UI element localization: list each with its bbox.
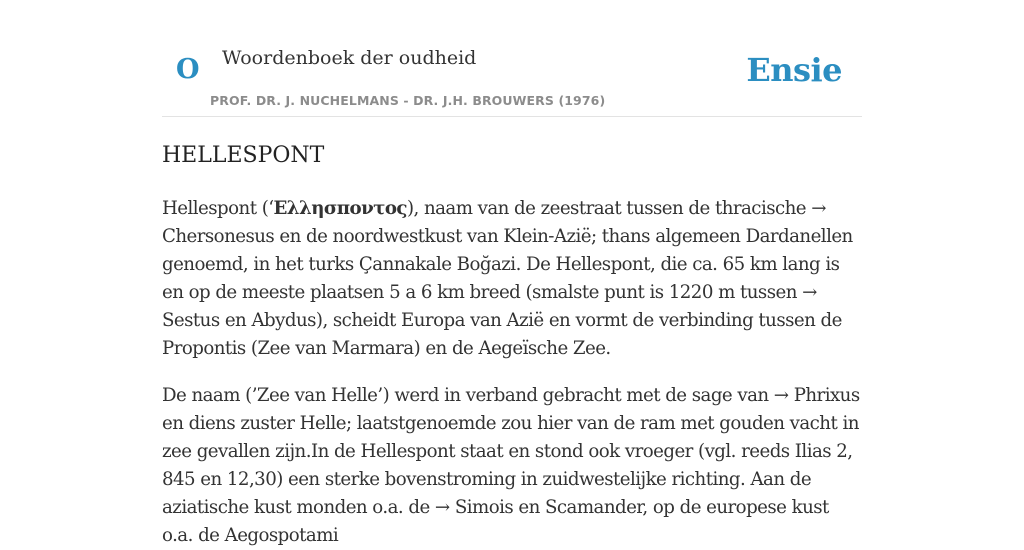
page	[162, 0, 862, 550]
page-title: HELLESPONT	[162, 143, 325, 168]
index-letter[interactable]: O	[176, 54, 200, 85]
book-authors: PROF. DR. J. NUCHELMANS - DR. J.H. BROUWERS (1976)	[210, 93, 606, 108]
greek-term: Ελλησποντος	[273, 198, 407, 219]
ensie-logo[interactable]: Ensie	[746, 51, 842, 89]
article-paragraph-2: De naam (’Zee van Helle’) werd in verband gebracht met de sage van → Phrixus en diens zuster Helle; laatstgenoemde zou hier van de ram met gouden vacht in zee gevallen zijn.In de Hellespont staat en stond ook vroeger (vgl. reeds Ilias 2, 845 en 12,30) een sterke bovenstroming in zuidwestelijke richting. Aan de aziatische kust monden o.a. de → Simois en Scamander, op de europese kust o.a. de Aegospotami	[162, 385, 860, 546]
book-title[interactable]: Woordenboek der oudheid	[222, 47, 477, 69]
paragraph-text: Hellespont (‘	[162, 198, 274, 219]
book-header	[162, 0, 862, 117]
article-paragraph-1	[162, 195, 862, 363]
paragraph-text: ), naam van de zeestraat tussen de thracische → Chersonesus en de noordwestkust van Klein-Azië; thans algemeen Dardanellen genoemd, in het turks Çannakale Boğazi. De Hellespont, die ca. 65 km lang is en op de meeste plaatsen 5 a 6 km breed (smalste punt is 1220 m tussen → Sestus en Abydus), scheidt Europa van Azië en vormt de verbinding tussen de Propontis (Zee van Marmara) en de Aegeïsche Zee.	[162, 198, 853, 359]
